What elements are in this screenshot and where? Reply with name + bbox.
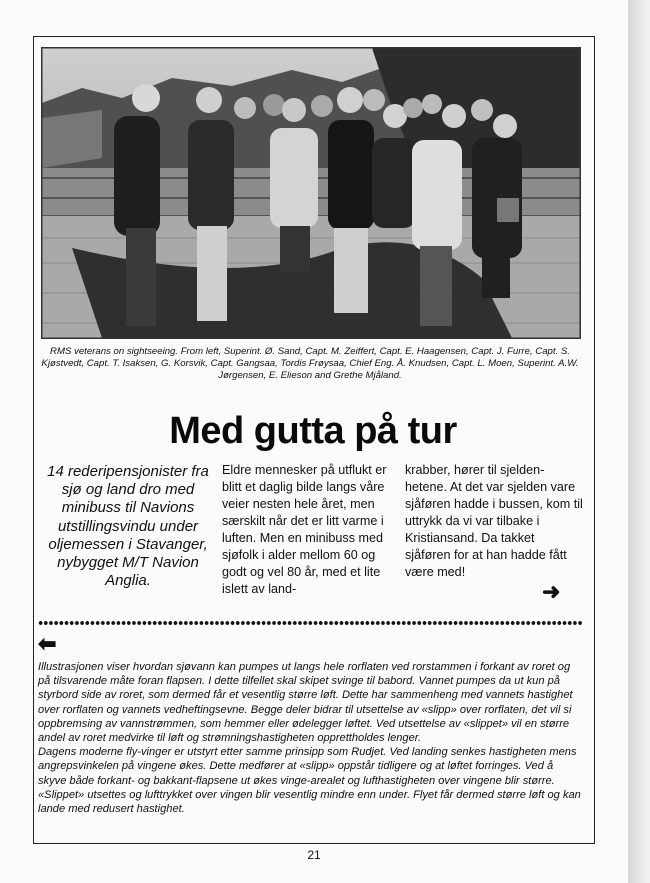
article-lede: 14 rederipensjonister fra sjø og land dro med minibuss til Navions utstillingsvindu under oljemessen i Stavanger, nybygget M/T Navion Anglia. xyxy=(47,463,209,590)
arrow-right-icon: ➜ xyxy=(542,579,561,604)
article-headline: Med gutta på tur xyxy=(169,410,457,452)
arrow-left-icon: ⬅ xyxy=(38,631,57,656)
article-column-2: krabber, hører til sjelden-hetene. At det var sjelden vare sjåføren hadde i bussen, kom til uttrykk da vi var tilbake i Kristiansand. Da takket sjåføren for at han hadde fått være med! xyxy=(405,463,583,579)
photo-caption: RMS veterans on sightseeing. From left, Superint. Ø. Sand, Capt. M. Zeiffert, Capt. E. Haagensen, Capt. J. Furre, Capt. S. Kjøstvedt, Capt. T. Isaksen, G. Korsvik, Capt. Gangsaa, Tordis Frøysaa, Chief Eng. Å. Knudsen, Capt. L. Moen, Superint. A.W. Jørgensen, E. Elieson and Grethe Mjåland. xyxy=(41,346,579,381)
page-edge-shadow xyxy=(628,0,650,883)
body-paragraph-2: Dagens moderne fly-vinger er utstyrt etter samme prinsipp som Rudjet. Ved landing senkes hastigheten mens angrepsvinkelen på vingene økes. Dette medfører at «slipp» oppstår tidligere og at løftet forringes. Ved å skyve både forkant- og bakkant-flapsene ut økes vinge-arealet og lufthastigheten over vingene blir større. «Slippet» utsettes og lufttrykket over vingen blir vesentlig mindre enn under. Flyet får dermed større løft og kan lande med redusert hastighet. xyxy=(38,746,581,816)
article-column-1: Eldre mennesker på utflukt er blitt et daglig bilde langs våre veier nesten hele året, men særskilt når det er litt varme i luften. Men en minibuss med sjøfolk i alder mellom 60 og godt og vel 80 år, med et lite islett av land- xyxy=(222,463,387,596)
group-photo xyxy=(41,47,581,339)
dotted-divider xyxy=(38,620,582,626)
page-number: 21 xyxy=(307,848,321,862)
rudder-explanation-text xyxy=(38,660,584,816)
body-paragraph-1: Illustrasjonen viser hvordan sjøvann kan pumpes ut langs hele rorflaten ved rorstammen i forkant av roret og på tilsvarende måte foran flapsen. I dette tilfellet skal skipet svinge til babord. Vannet pumpes da ut kun på styrbord side av roret, som dermed får et vesentlig større løft. Dette har sammenheng med vannets hastighet over rorflaten og vannets vedheftingsevne. Begge deler bidrar til utsettelse av «slipp» over rorflaten, det vil si oppbremsing av vannstrømmen, som hemmer eller ødelegger løftet. Ved utsettelse av «slippet» vil en større andel av roret medvirke til løft og strømningshastigheten opprettholdes lenger. xyxy=(38,661,573,745)
